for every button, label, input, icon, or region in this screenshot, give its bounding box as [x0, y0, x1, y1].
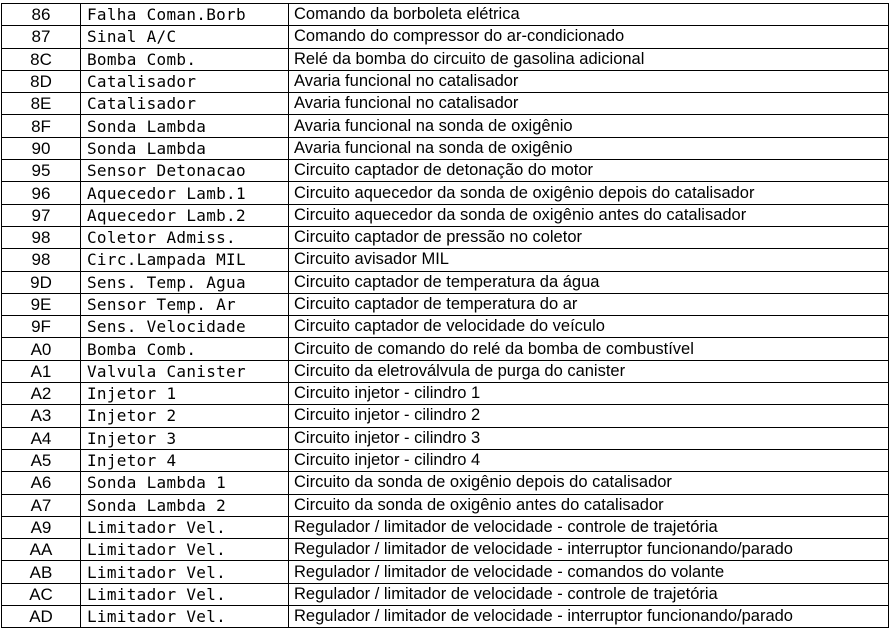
display-label-cell: Injetor 3 [81, 427, 289, 449]
description-cell: Regulador / limitador de velocidade - comandos do volante [289, 561, 889, 583]
table-row [2, 494, 889, 516]
display-label-cell: Sonda Lambda 2 [81, 494, 289, 516]
fault-code-cell: 8F [2, 115, 81, 137]
display-label-cell: Sensor Temp. Ar [81, 293, 289, 315]
description-cell: Circuito captador de pressão no coletor [289, 226, 889, 248]
display-label-cell: Sensor Detonacao [81, 160, 289, 182]
fault-code-cell: 9D [2, 271, 81, 293]
display-label-cell: Sonda Lambda [81, 137, 289, 159]
table-row [2, 449, 889, 471]
fault-code-cell: A7 [2, 494, 81, 516]
description-cell: Circuito injetor - cilindro 1 [289, 383, 889, 405]
fault-code-cell: AD [2, 606, 81, 628]
display-label-cell: Catalisador [81, 93, 289, 115]
fault-code-cell: 95 [2, 160, 81, 182]
description-cell: Circuito de comando do relé da bomba de combustível [289, 338, 889, 360]
fault-code-cell: A5 [2, 449, 81, 471]
display-label-cell: Sonda Lambda [81, 115, 289, 137]
description-cell: Circuito injetor - cilindro 3 [289, 427, 889, 449]
display-label-cell: Aquecedor Lamb.2 [81, 204, 289, 226]
fault-code-cell: A3 [2, 405, 81, 427]
display-label-cell: Falha Coman.Borb [81, 4, 289, 26]
table-row [2, 93, 889, 115]
fault-code-cell: 98 [2, 226, 81, 248]
description-cell: Circuito da sonda de oxigênio depois do catalisador [289, 472, 889, 494]
display-label-cell: Sens. Velocidade [81, 316, 289, 338]
table-row [2, 249, 889, 271]
description-cell: Circuito captador de velocidade do veículo [289, 316, 889, 338]
description-cell: Avaria funcional na sonda de oxigênio [289, 137, 889, 159]
fault-code-cell: A4 [2, 427, 81, 449]
table-row [2, 360, 889, 382]
display-label-cell: Limitador Vel. [81, 606, 289, 628]
description-cell: Relé da bomba do circuito de gasolina adicional [289, 48, 889, 70]
table-row [2, 561, 889, 583]
fault-code-cell: A6 [2, 472, 81, 494]
table-row [2, 472, 889, 494]
description-cell: Circuito injetor - cilindro 4 [289, 449, 889, 471]
table-row [2, 316, 889, 338]
display-label-cell: Injetor 2 [81, 405, 289, 427]
fault-code-cell: 97 [2, 204, 81, 226]
description-cell: Circuito captador de detonação do motor [289, 160, 889, 182]
display-label-cell: Limitador Vel. [81, 561, 289, 583]
display-label-cell: Limitador Vel. [81, 583, 289, 605]
fault-code-cell: A2 [2, 383, 81, 405]
table-row [2, 606, 889, 628]
description-cell: Regulador / limitador de velocidade - controle de trajetória [289, 583, 889, 605]
table-row [2, 293, 889, 315]
display-label-cell: Injetor 4 [81, 449, 289, 471]
fault-code-cell: A9 [2, 516, 81, 538]
description-cell: Regulador / limitador de velocidade - interruptor funcionando/parado [289, 539, 889, 561]
display-label-cell: Bomba Comb. [81, 48, 289, 70]
display-label-cell: Circ.Lampada MIL [81, 249, 289, 271]
fault-code-cell: 8E [2, 93, 81, 115]
table-row [2, 70, 889, 92]
display-label-cell: Limitador Vel. [81, 516, 289, 538]
description-cell: Regulador / limitador de velocidade - interruptor funcionando/parado [289, 606, 889, 628]
fault-code-cell: AC [2, 583, 81, 605]
fault-code-cell: 87 [2, 26, 81, 48]
description-cell: Circuito da eletroválvula de purga do canister [289, 360, 889, 382]
display-label-cell: Coletor Admiss. [81, 226, 289, 248]
table-row [2, 539, 889, 561]
display-label-cell: Limitador Vel. [81, 539, 289, 561]
fault-code-cell: AA [2, 539, 81, 561]
display-label-cell: Sonda Lambda 1 [81, 472, 289, 494]
fault-code-cell: 86 [2, 4, 81, 26]
fault-code-cell: 96 [2, 182, 81, 204]
table-row [2, 115, 889, 137]
table-row [2, 204, 889, 226]
description-cell: Circuito aquecedor da sonda de oxigênio antes do catalisador [289, 204, 889, 226]
table-row [2, 160, 889, 182]
description-cell: Avaria funcional no catalisador [289, 93, 889, 115]
description-cell: Circuito avisador MIL [289, 249, 889, 271]
fault-code-table-body [2, 4, 889, 628]
fault-code-cell: 90 [2, 137, 81, 159]
description-cell: Circuito aquecedor da sonda de oxigênio depois do catalisador [289, 182, 889, 204]
display-label-cell: Catalisador [81, 70, 289, 92]
description-cell: Avaria funcional na sonda de oxigênio [289, 115, 889, 137]
display-label-cell: Injetor 1 [81, 383, 289, 405]
fault-code-cell: 98 [2, 249, 81, 271]
description-cell: Comando do compressor do ar-condicionado [289, 26, 889, 48]
table-row [2, 182, 889, 204]
fault-code-cell: AB [2, 561, 81, 583]
table-row [2, 405, 889, 427]
fault-code-cell: A1 [2, 360, 81, 382]
table-row [2, 516, 889, 538]
fault-code-cell: 9E [2, 293, 81, 315]
table-row [2, 338, 889, 360]
table-row [2, 271, 889, 293]
description-cell: Circuito captador de temperatura do ar [289, 293, 889, 315]
table-row [2, 4, 889, 26]
description-cell: Circuito captador de temperatura da água [289, 271, 889, 293]
description-cell: Circuito da sonda de oxigênio antes do catalisador [289, 494, 889, 516]
description-cell: Comando da borboleta elétrica [289, 4, 889, 26]
display-label-cell: Valvula Canister [81, 360, 289, 382]
display-label-cell: Sens. Temp. Agua [81, 271, 289, 293]
table-row [2, 48, 889, 70]
table-row [2, 26, 889, 48]
fault-code-table [1, 3, 889, 628]
description-cell: Avaria funcional no catalisador [289, 70, 889, 92]
display-label-cell: Aquecedor Lamb.1 [81, 182, 289, 204]
table-row [2, 583, 889, 605]
table-row [2, 137, 889, 159]
table-row [2, 226, 889, 248]
fault-code-cell: A0 [2, 338, 81, 360]
fault-code-cell: 8C [2, 48, 81, 70]
display-label-cell: Bomba Comb. [81, 338, 289, 360]
fault-code-cell: 8D [2, 70, 81, 92]
display-label-cell: Sinal A/C [81, 26, 289, 48]
table-row [2, 427, 889, 449]
description-cell: Circuito injetor - cilindro 2 [289, 405, 889, 427]
description-cell: Regulador / limitador de velocidade - controle de trajetória [289, 516, 889, 538]
fault-code-cell: 9F [2, 316, 81, 338]
table-row [2, 383, 889, 405]
